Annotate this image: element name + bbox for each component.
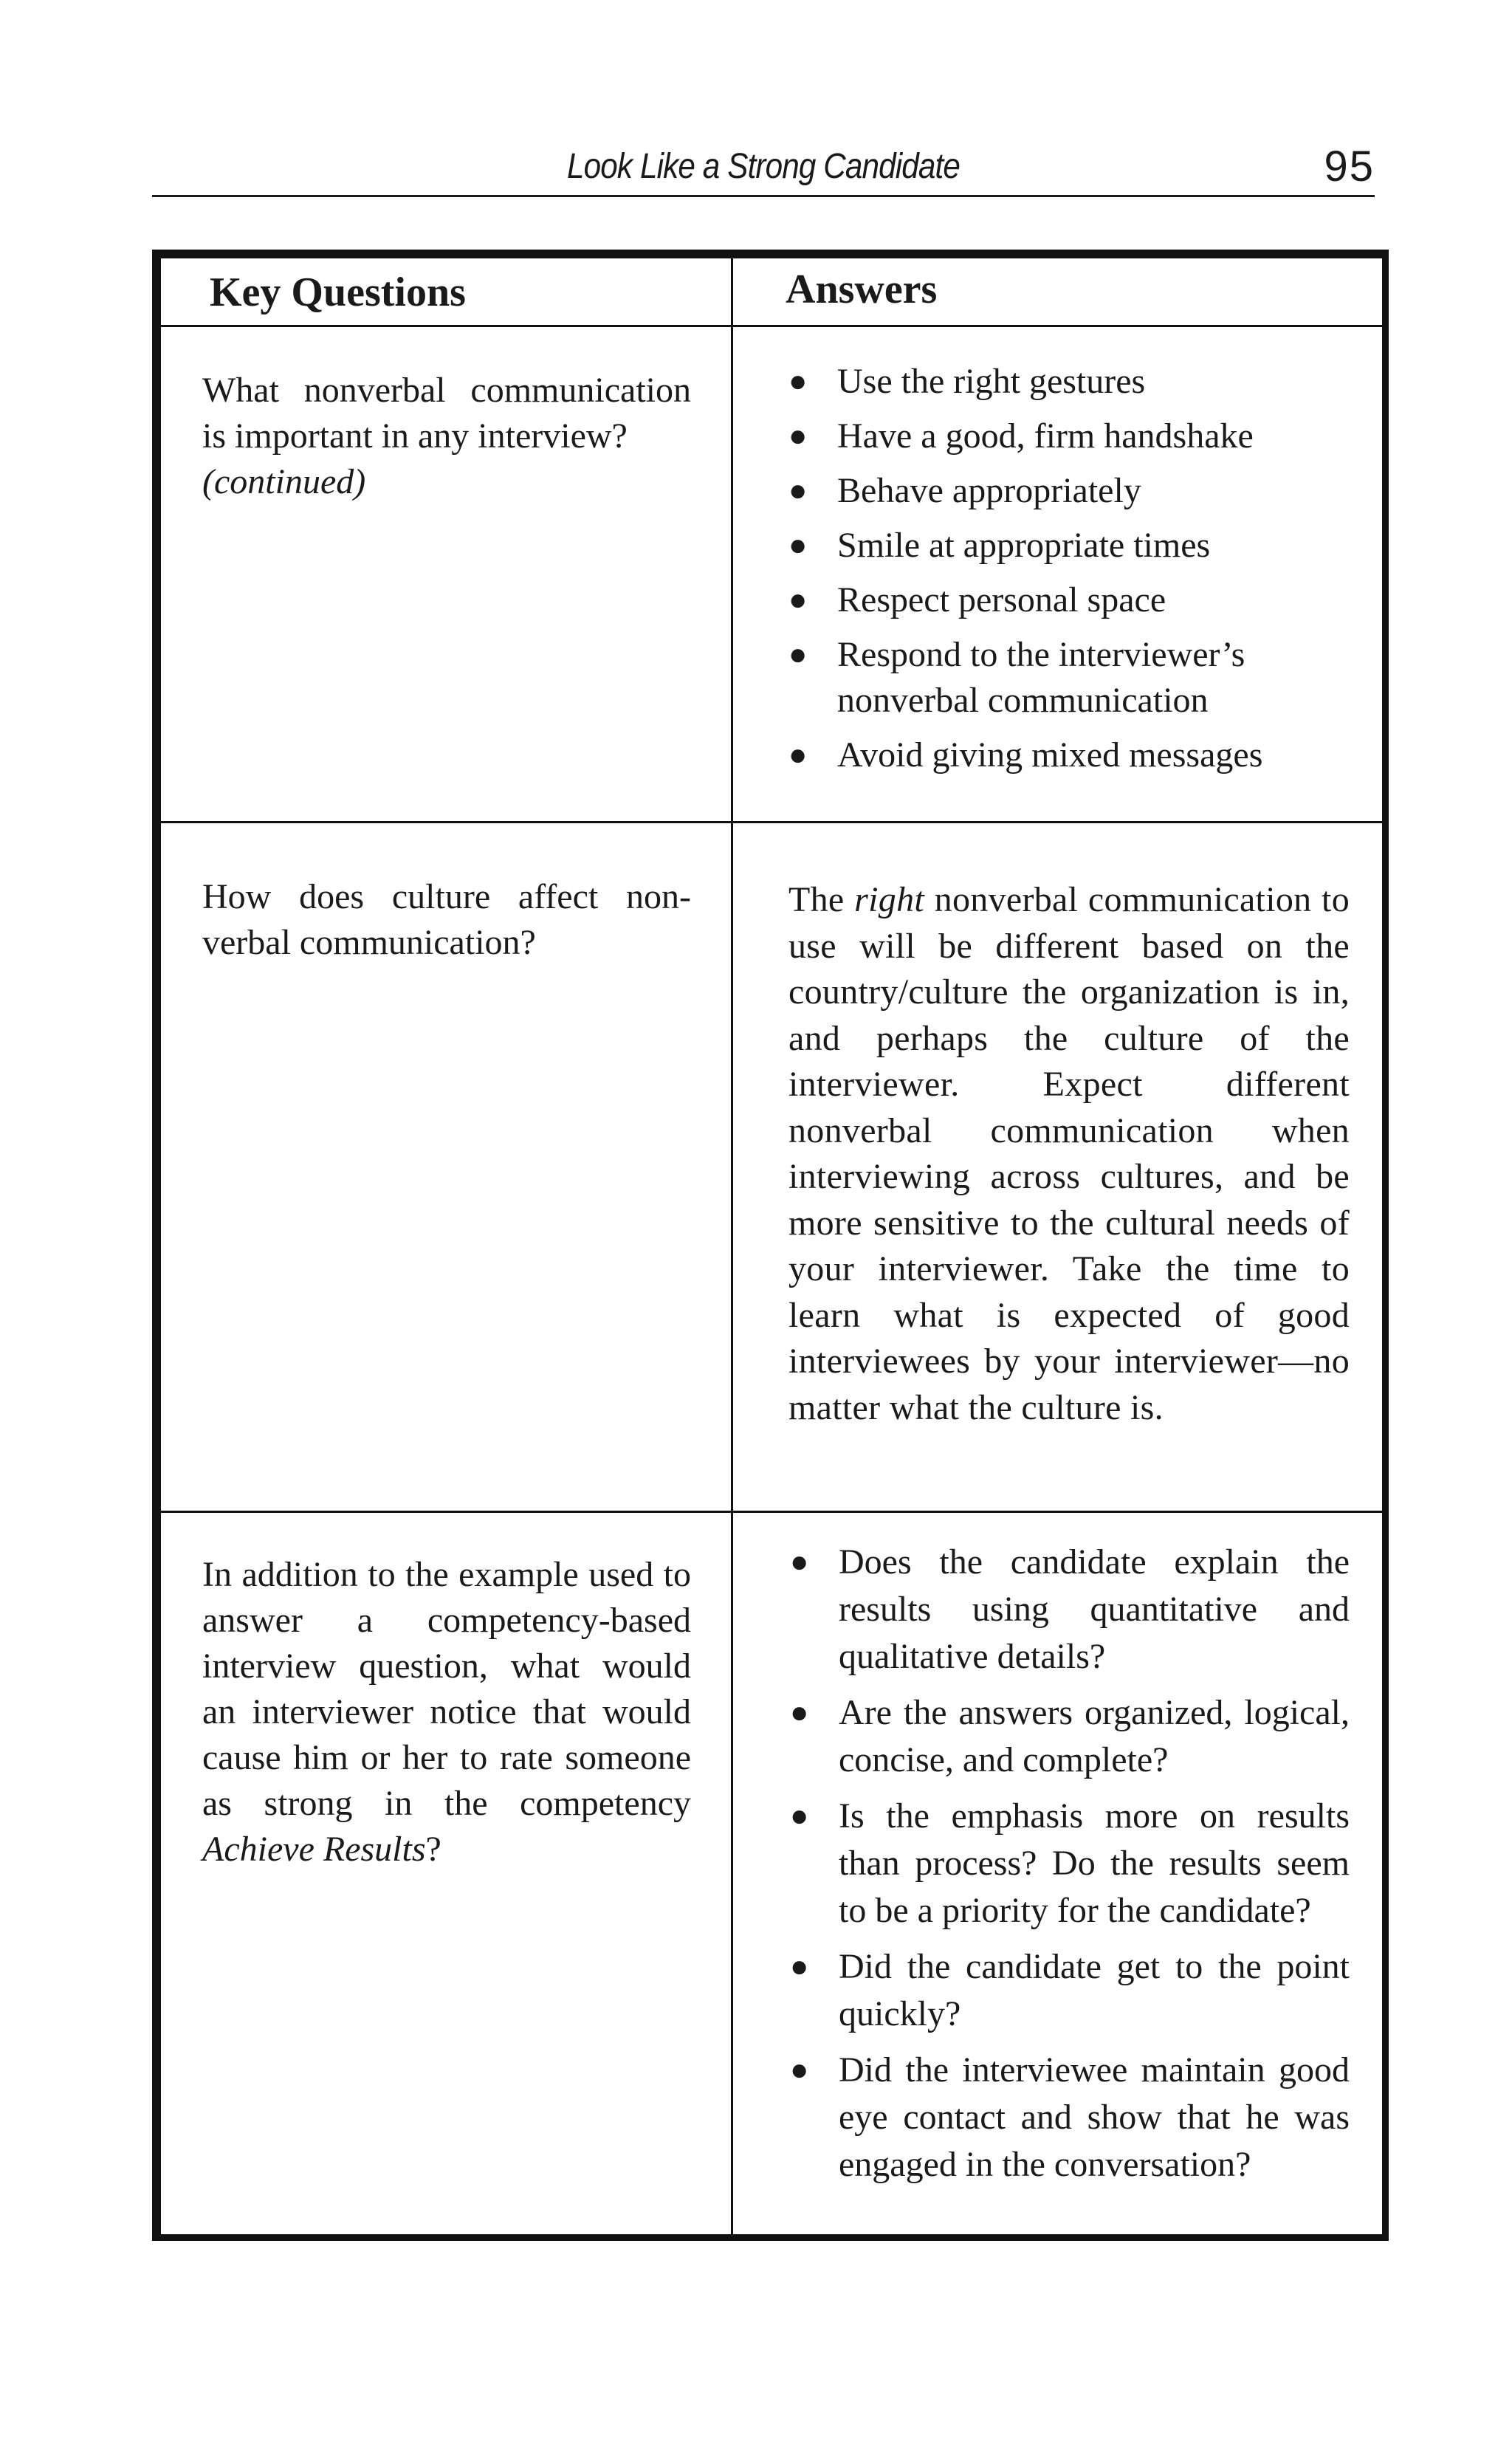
bullet-icon: ● (788, 583, 808, 617)
question-text: In addition to the example used to answer a competency-based interview question, what would an interviewer notice that would cause him or her to rate someone as strong in the competency (202, 1555, 691, 1823)
bullet-icon: ● (788, 529, 808, 563)
qa-table (152, 250, 1389, 2241)
bullet-icon: ● (788, 638, 808, 672)
list-item: ● Smile at appropriate times (788, 523, 1350, 569)
list-item: ● Respond to the interviewer’s nonverbal communication (788, 632, 1350, 724)
bullet-icon: ● (790, 2053, 809, 2087)
answer-cell (788, 359, 1350, 787)
header-row-divider (161, 325, 1382, 327)
question-note: (continued) (202, 462, 366, 501)
question-text: How does culture affect non-verbal communication? (202, 877, 691, 962)
bullet-icon: ● (790, 1950, 809, 1984)
bullet-icon: ● (788, 474, 808, 508)
answer-bullet-list (790, 1539, 1350, 2188)
answer-cell (790, 1539, 1350, 2197)
list-item: ● Did the candidate get to the point quickly? (790, 1943, 1350, 2038)
question-cell (202, 874, 691, 966)
running-title: Look Like a Strong Candidate (567, 147, 960, 186)
bullet-icon: ● (790, 1799, 809, 1833)
question-cell: In addition to the example used to answer a competency-based interview question, what would an interviewer notice that would cause him or her to rate someone as strong in the competency Achieve Results? (202, 1555, 691, 1869)
bullet-icon: ● (788, 738, 808, 772)
bullet-icon: ● (788, 419, 808, 453)
row-divider (161, 1511, 1382, 1513)
list-item: ● Did the interviewee maintain good eye contact and show that he was engaged in the conversation? (790, 2047, 1350, 2188)
answer-cell: The right nonverbal communication to use will be different based on the country/culture the organization is in, and perhaps the culture of the interviewer. Expect different nonverbal communication when interviewing across cultures, and be more sensitive to the cultural needs of your interviewer. Take the time to learn what is expected of good interviewees by your interviewer—no matter what the culture is. (788, 880, 1350, 1427)
page-number: 95 (1324, 142, 1375, 190)
running-head (152, 140, 1375, 197)
list-item: ● Does the candidate explain the results using quantitative and qualitative details? (790, 1539, 1350, 1680)
header-key-questions: Key Questions (210, 269, 466, 315)
bullet-icon: ● (790, 1696, 809, 1730)
answer-bullet-list (788, 359, 1350, 778)
column-divider (731, 258, 733, 2234)
answer-emphasis: right (854, 880, 925, 919)
bullet-icon: ● (790, 1545, 809, 1579)
question-cell (202, 368, 691, 505)
list-item: ● Have a good, firm handshake (788, 413, 1350, 459)
list-item: ● Use the right gestures (788, 359, 1350, 405)
header-answers: Answers (786, 267, 938, 312)
list-item: ● Is the emphasis more on results than process? Do the results seem to be a priority for the candidate? (790, 1793, 1350, 1934)
question-text: What nonverbal communication is important in any interview? (202, 371, 691, 456)
list-item: ● Respect personal space (788, 577, 1350, 623)
question-emphasis: Achieve Results (202, 1830, 426, 1869)
list-item: ● Avoid giving mixed messages (788, 732, 1350, 778)
bullet-icon: ● (788, 365, 808, 399)
list-item: ● Are the answers organized, logical, concise, and complete? (790, 1689, 1350, 1784)
list-item: ● Behave appropriately (788, 468, 1350, 514)
row-divider (161, 821, 1382, 823)
